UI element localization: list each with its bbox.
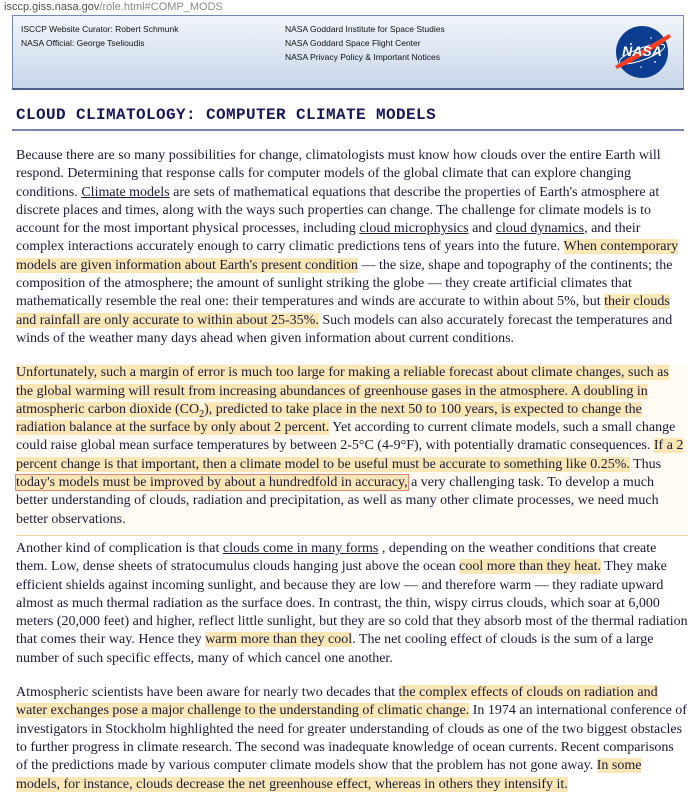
- text-span: They make efficient shields against incoming sunlight, and because they are low — and therefore warm — they radiate upward almost as much thermal radiation as the surface does. In contrast, the thin, wispy cirrus clouds, which soar at 6,000 meters (20,000 feet) and higher, reflect little sunlight, but they are so cold that they absorb most of the thermal radiation that comes their way. Hence they: [16, 559, 688, 648]
- article-body: [16, 147, 688, 794]
- text-span: Atmospheric scientists have been aware for nearly two decades that: [16, 685, 399, 701]
- url-path: /role.html#COMP_MODS: [99, 1, 223, 13]
- highlight: ), predicted to take place in the next 50 to 100 years, is expected to change the radiation balance at the surface by only about 2 percent.: [16, 401, 642, 436]
- nasa-logo[interactable]: [611, 22, 673, 82]
- highlight: If a 2 percent change is that important, then a climate model to be useful must be accurate to something like 0.25%.: [16, 438, 684, 472]
- giss-link[interactable]: NASA Goddard Institute for Space Studies: [285, 24, 445, 34]
- text-span: — the size, shape and topography of the continents; the composition of the atmosphere; the amount of sunlight striking the globe — they create artificial climates that mathematically resemble the real one: their temperatures and winds are accurate to within about 5%, but: [16, 257, 673, 310]
- text-span: Because there are so many possibilities for change, climatologists must know how clouds over the entire Earth will respond. Determining that response calls for computer models of the global climate that can explore changing conditions.: [16, 148, 661, 200]
- paragraph-4: [16, 684, 688, 794]
- text-span: Such models can also accurately forecast the temperatures and winds of the weather many days ahead when given information about current conditions.: [16, 312, 673, 346]
- official-credit: NASA Official: George Tselioudis: [21, 38, 145, 48]
- climate-models-link[interactable]: Climate models: [81, 184, 170, 200]
- text-span: Yet according to current climate models, such a small change could raise global mean surface temperatures by between 2-5°C (4-9°F), with potentially dramatic consequences.: [16, 420, 676, 454]
- text-span: a very challenging task. To develop a much better understanding of clouds, radiation and precipitation, as well as many other climate processes, we need much better observations.: [16, 475, 659, 527]
- header-credits: [21, 22, 178, 50]
- highlight: When contemporary models are given information about Earth's present condition: [16, 239, 679, 273]
- text-span: Thus: [629, 456, 662, 472]
- subscript: 2: [199, 408, 205, 420]
- highlight: the complex effects of clouds on radiation and water exchanges pose a major challenge to the understanding of climatic change.: [16, 685, 658, 719]
- title-divider: [12, 129, 684, 131]
- text-span: , depending on the weather conditions that create them. Low, dense sheets of stratocumulus clouds hanging just above the ocean: [16, 540, 657, 575]
- url-host: isccp.giss.nasa.gov: [4, 1, 100, 13]
- highlight: In some models, for instance, clouds decrease the net greenhouse effect, whereas in others they intensify it.: [16, 758, 642, 792]
- privacy-link[interactable]: NASA Privacy Policy & Important Notices: [285, 52, 440, 62]
- text-span: Another kind of complication is that: [16, 540, 223, 556]
- paragraph-2: [16, 364, 688, 529]
- clouds-forms-link[interactable]: clouds come in many forms: [222, 540, 379, 556]
- address-bar[interactable]: [0, 0, 694, 14]
- svg-text:NASA: NASA: [622, 43, 662, 59]
- paragraph-1: [16, 147, 688, 348]
- text-span: and: [468, 221, 496, 237]
- cloud-dynamics-link[interactable]: cloud dynamics: [495, 221, 585, 237]
- paragraph-3: [16, 535, 688, 668]
- highlight: warm more than they cool: [205, 632, 353, 648]
- highlight: Unfortunately, such a margin of error is much too large for making a reliable forecast about climate changes, such as the global warming will result from increasing abundances of greenhouse gases in the atmosphere. A doubling in atmospheric carbon dioxide (CO: [16, 365, 669, 417]
- text-span: , and their complex interactions accurately enough to carry climatic predictions tens of years into the future.: [16, 221, 641, 255]
- text-span: are sets of mathematical equations that describe the properties of Earth's atmosphere at discrete places and times, along with the ways such properties can change. The challenge for climate models is to account for the most important physical processes, including: [16, 184, 660, 237]
- highlight: cool more than they heat.: [459, 559, 602, 575]
- text-span: In 1974 an international conference of investigators in Stockholm highlighted the need for greater understanding of clouds as one of the two biggest obstacles to further progress in climate research. The second was inadequate knowledge of ocean currents. Recent comparisons of the predictions made by various computer climate models show that the problem has not gone away.: [16, 703, 687, 774]
- nasa-meatball-icon: [611, 22, 673, 82]
- site-header: [12, 15, 684, 90]
- header-links: [285, 22, 445, 64]
- highlight-boxed: today's models must be improved by about a hundredfold in accuracy,: [16, 475, 408, 491]
- cloud-microphysics-link[interactable]: cloud microphysics: [359, 221, 469, 237]
- curator-credit: ISCCP Website Curator: Robert Schmunk: [21, 24, 179, 34]
- page-title: CLOUD CLIMATOLOGY: COMPUTER CLIMATE MODELS: [16, 106, 437, 124]
- highlight: their clouds and rainfall are only accurate to within about 25-35%.: [16, 294, 670, 328]
- gsfc-link[interactable]: NASA Goddard Space Flight Center: [285, 38, 421, 48]
- text-span: . The net cooling effect of clouds is the sum of a large number of such specific effects, many of which cancel one another.: [16, 632, 654, 666]
